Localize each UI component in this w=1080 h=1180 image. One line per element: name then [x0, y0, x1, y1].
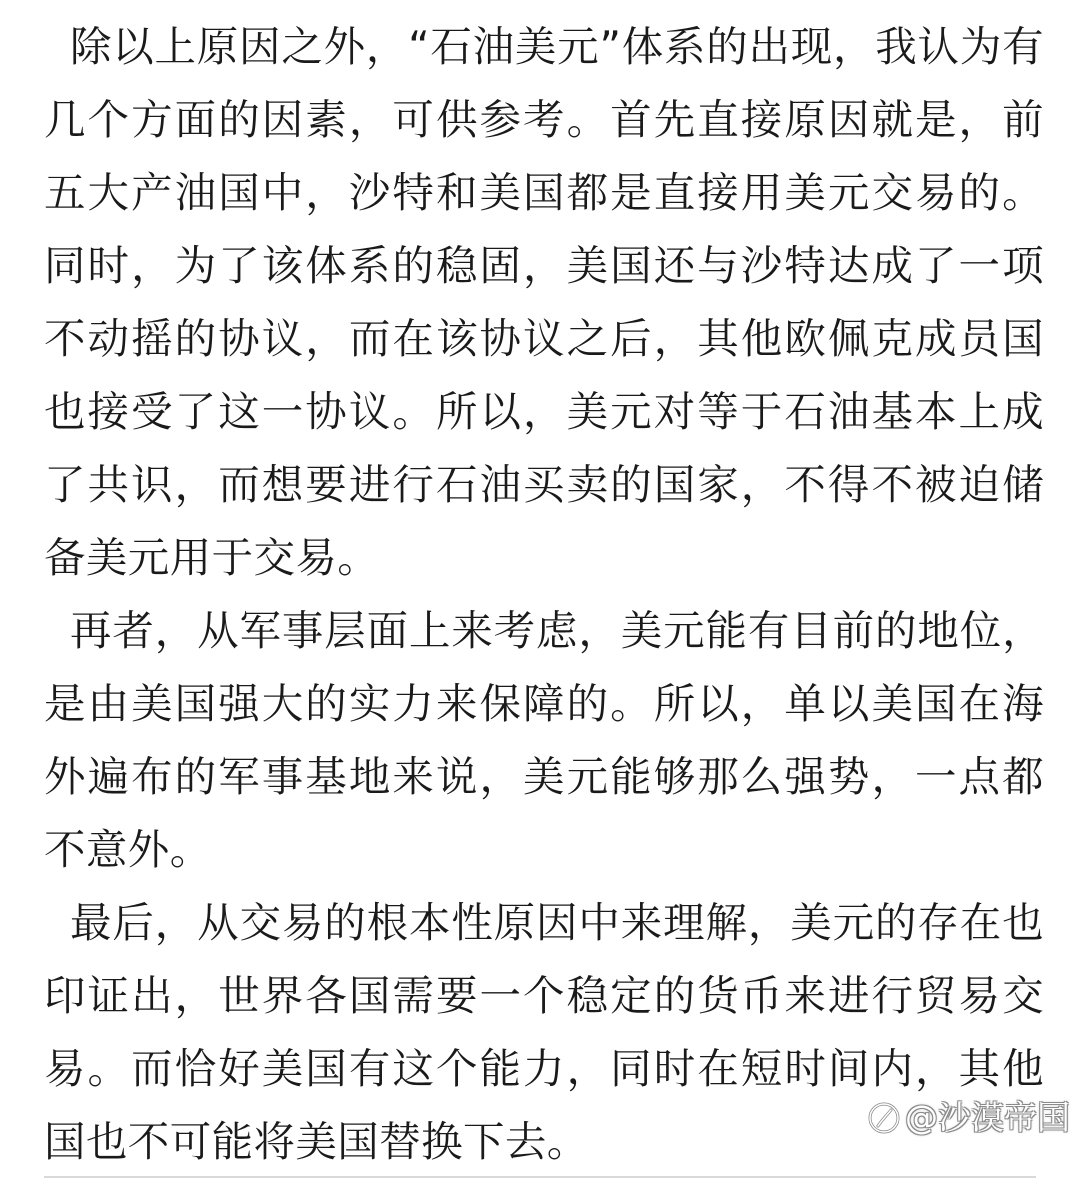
paragraph-1: 除以上原因之外，“石油美元”体系的出现，我认为有几个方面的因素，可供参考。首先直接原因就是，前五大产油国中，沙特和美国都是直接用美元交易的。同时，为了该体系的稳固，美国还与沙特达成了一项不动摇的协议，而在该协议之后，其他欧佩克成员国也接受了这一协议。所以，美元对等于石油基本上成了共识，而想要进行石油买卖的国家，不得不被迫储备美元用于交易。 — [44, 22, 1044, 582]
paragraph-2: 再者，从军事层面上来考虑，美元能有目前的地位，是由美国强大的实力来保障的。所以，单以美国在海外遍布的军事基地来说，美元能够那么强势，一点都不意外。 — [44, 606, 1044, 874]
zhihu-logo-icon — [867, 1101, 901, 1135]
watermark-text: @沙漠帝国 — [905, 1098, 1070, 1137]
author-watermark — [867, 1098, 1070, 1138]
article-body — [44, 10, 1044, 1178]
bottom-divider — [44, 1176, 1036, 1178]
paragraph-3: 最后，从交易的根本性原因中来理解，美元的存在也印证出，世界各国需要一个稳定的货币来进行贸易交易。而恰好美国有这个能力，同时在短时间内，其他国也不可能将美国替换下去。 — [44, 898, 1044, 1166]
